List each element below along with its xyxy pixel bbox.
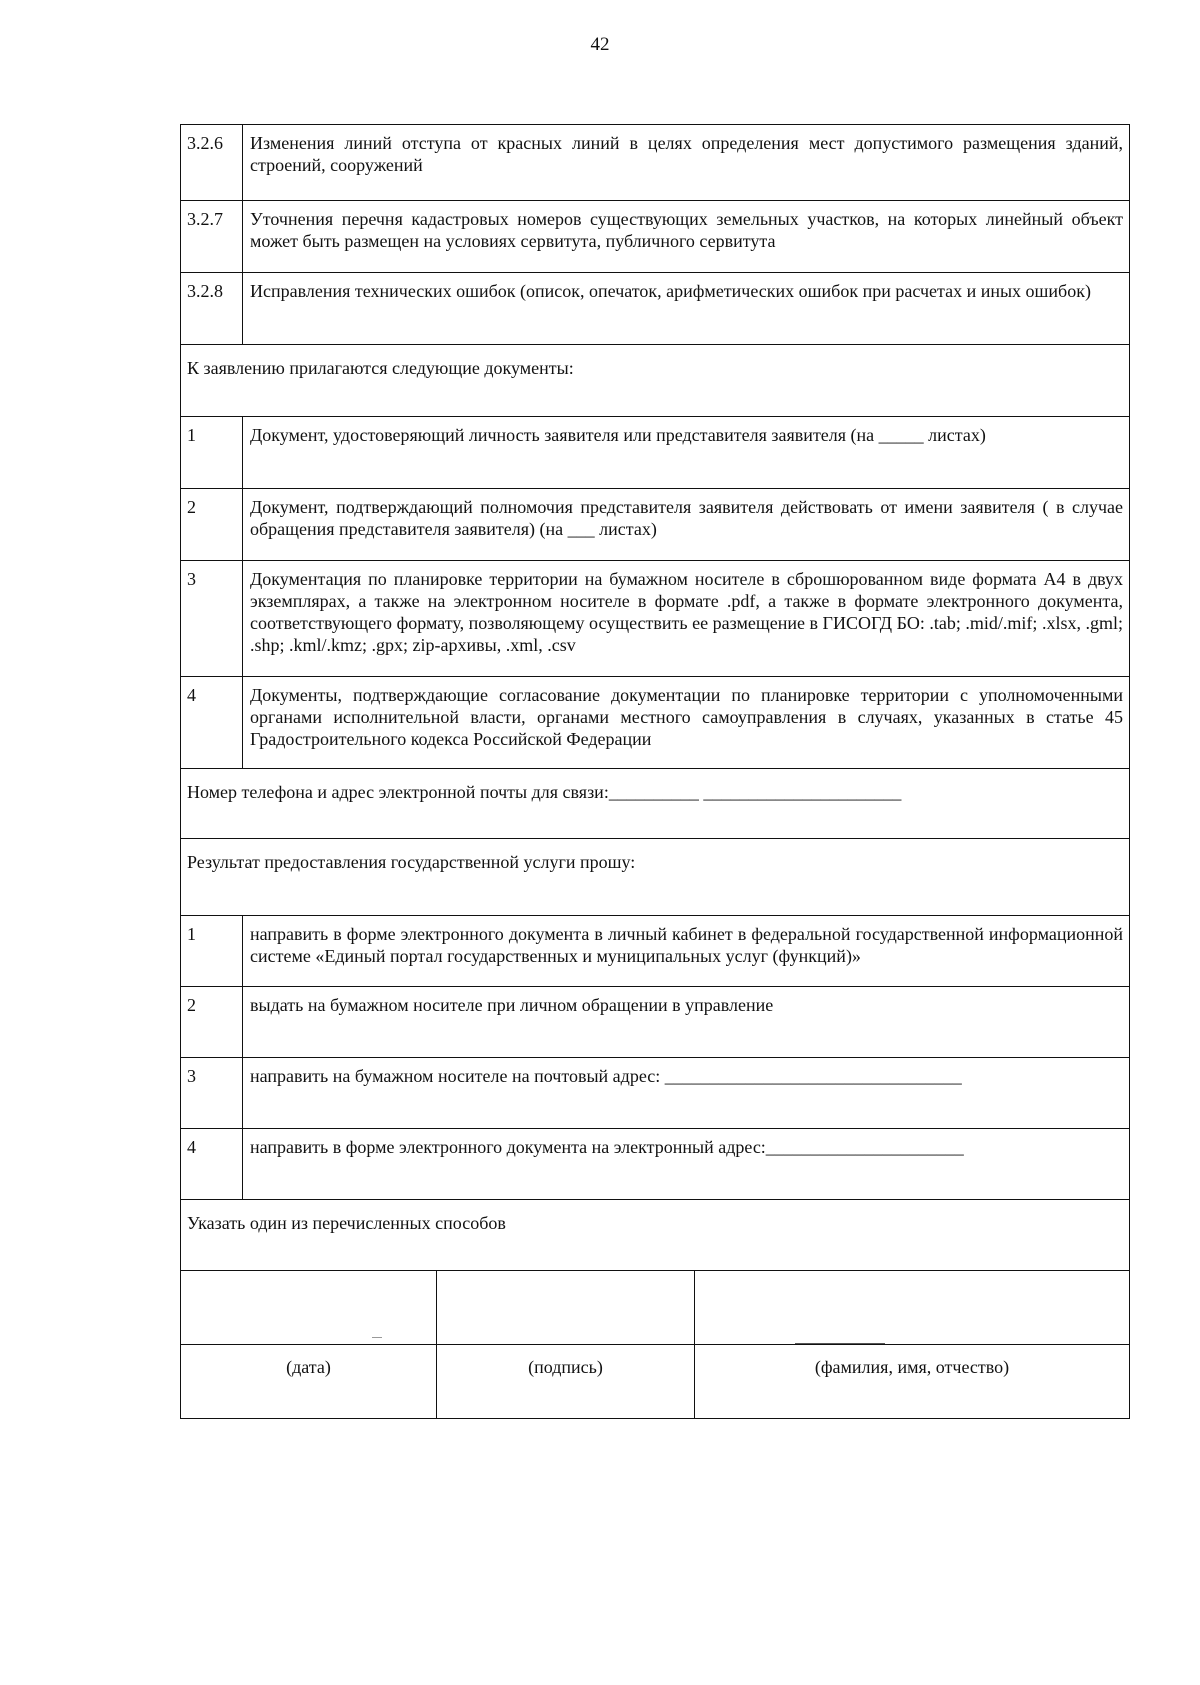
underline-mark	[795, 1343, 885, 1344]
full-name-label: (фамилия, имя, отчество)	[814, 1357, 1010, 1377]
application-form-table	[180, 124, 1130, 1419]
result-text: направить в форме электронного документа в личный кабинет в федеральной государственной информационной системе «Единый портал государственных и муниципальных услуг (функций)»	[250, 924, 1123, 966]
document-text: Документация по планировке территории на бумажном носителе в сброшюрованном виде формата А4 в двух экземплярах, а также на электронном носителе в формате .pdf, а также в формате электронного документа, соответствующего формату, позволяющему осуществить ее размещение в ГИСОГД БО: .tab; .mid/.mif; .xlsx, .gml; .shp; .kml/.kmz; .gpx; zip-архивы, .xml, .csv	[250, 569, 1123, 655]
result-text: направить в форме электронного документа на электронный адрес:______________________	[250, 1137, 964, 1157]
table-row	[181, 561, 1129, 677]
date-blank	[181, 1271, 437, 1344]
result-number: 3	[181, 1058, 243, 1128]
item-text: Уточнения перечня кадастровых номеров существующих земельных участков, на которых линейный объект может быть размещен на условиях сервитута, публичного сервитута	[250, 209, 1123, 251]
signature-label-row	[181, 1345, 1129, 1418]
result-text: выдать на бумажном носителе при личном обращении в управление	[250, 995, 774, 1015]
item-text: Исправления технических ошибок (описок, опечаток, арифметических ошибок при расчетах и иных ошибок)	[250, 281, 1091, 301]
table-row	[181, 916, 1129, 987]
signature-blank	[437, 1271, 695, 1344]
item-number: 3.2.6	[181, 125, 243, 200]
table-row	[181, 489, 1129, 561]
choose-note-row	[181, 1200, 1129, 1271]
table-row	[181, 201, 1129, 273]
document-number: 3	[181, 561, 243, 676]
signature-label: (подпись)	[528, 1357, 603, 1377]
document-text: Документ, подтверждающий полномочия представителя заявителя действовать от имени заявителя ( в случае обращения представителя заявителя) (на ___ листах)	[250, 497, 1123, 539]
document-text: Документы, подтверждающие согласование документации по планировке территории с уполномоченными органами исполнительной власти, органами местного самоуправления в случаях, указанных в статье 45 Градостроительного кодекса Российской Федерации	[250, 685, 1123, 749]
result-number: 4	[181, 1129, 243, 1199]
signature-blank-row	[181, 1271, 1129, 1345]
table-row	[181, 677, 1129, 769]
page-number: 42	[590, 34, 610, 55]
item-number: 3.2.7	[181, 201, 243, 272]
choose-note: Указать один из перечисленных способов	[187, 1213, 506, 1233]
item-text: Изменения линий отступа от красных линий в целях определения мест допустимого размещения зданий, строений, сооружений	[250, 133, 1123, 175]
result-header-row	[181, 839, 1129, 916]
date-label: (дата)	[286, 1357, 331, 1377]
item-number: 3.2.8	[181, 273, 243, 344]
scan-speck	[372, 1337, 382, 1338]
document-text: Документ, удостоверяющий личность заявителя или представителя заявителя (на _____ листах)	[250, 425, 986, 445]
table-row	[181, 417, 1129, 489]
document-number: 1	[181, 417, 243, 488]
result-number: 2	[181, 987, 243, 1057]
table-row	[181, 1058, 1129, 1129]
documents-header: К заявлению прилагаются следующие документы:	[187, 358, 574, 378]
table-row	[181, 125, 1129, 201]
documents-header-row	[181, 345, 1129, 417]
full-name-blank	[695, 1271, 1129, 1344]
table-row	[181, 273, 1129, 345]
result-header: Результат предоставления государственной услуги прошу:	[187, 852, 636, 872]
result-number: 1	[181, 916, 243, 986]
contact-row	[181, 769, 1129, 839]
document-number: 4	[181, 677, 243, 768]
table-row	[181, 1129, 1129, 1200]
result-text: направить на бумажном носителе на почтовый адрес: _________________________________	[250, 1066, 962, 1086]
document-number: 2	[181, 489, 243, 560]
contact-line: Номер телефона и адрес электронной почты для связи:__________ ______________________	[187, 782, 902, 802]
table-row	[181, 987, 1129, 1058]
